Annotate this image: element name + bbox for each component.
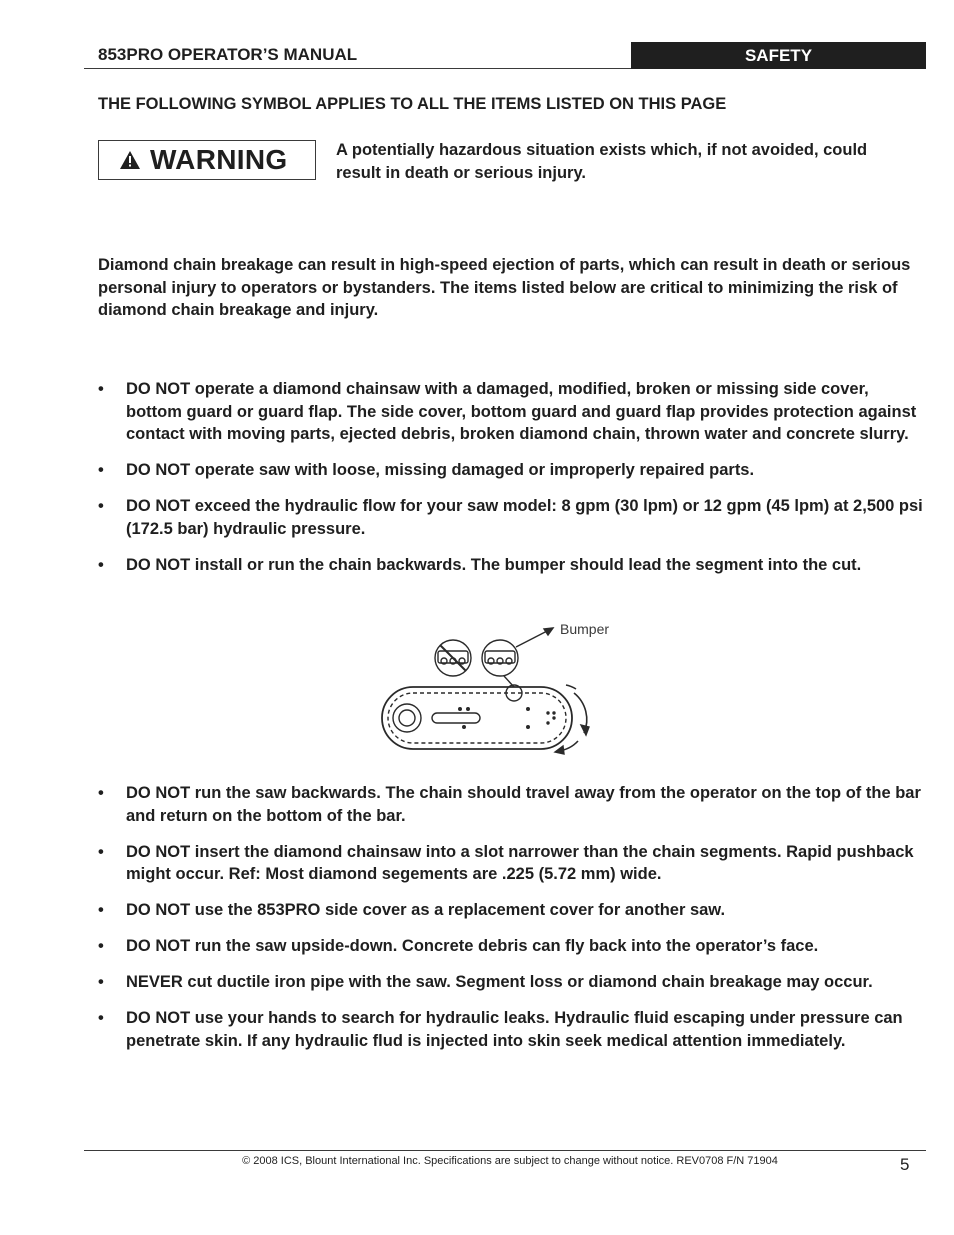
symbol-note: THE FOLLOWING SYMBOL APPLIES TO ALL THE ITEMS LISTED ON THIS PAGE (98, 95, 727, 113)
bullet: • (98, 784, 104, 802)
list-item (98, 971, 926, 994)
section-badge: SAFETY (631, 42, 926, 69)
list-item-text: DO NOT use the 853PRO side cover as a replacement cover for another saw. (126, 901, 726, 919)
warning-label: WARNING (150, 144, 288, 175)
bullet: • (98, 555, 104, 574)
intro-paragraph: Diamond chain breakage can result in high-speed ejection of parts, which can result in death or serious personal injury to operators or bystanders. The items listed below are critical to minimizing the risk of diamond chain breakage and injury. (98, 256, 911, 319)
saw-bar (382, 687, 572, 749)
footer-rule (84, 1150, 926, 1151)
prohibited-chain-icon (435, 640, 471, 676)
bullet: • (98, 1009, 104, 1027)
bullet: • (98, 380, 104, 398)
list-item (98, 378, 926, 446)
manual-title: 853PRO OPERATOR’S MANUAL (98, 45, 358, 64)
warning-triangle-icon (119, 150, 141, 170)
bullet: • (98, 842, 104, 861)
list-item-text: DO NOT run the saw upside-down. Concrete debris can fly back into the operator’s face. (126, 937, 819, 955)
warning-box (98, 140, 316, 180)
list-item-text: DO NOT insert the diamond chainsaw into a slot narrower than the chain segments. Rapid pushback might occur. Ref: Most diamond segements are .225 (5.72 mm) wide. (126, 842, 914, 883)
list-item-text: DO NOT operate saw with loose, missing damaged or improperly repaired parts. (126, 461, 755, 479)
page-number: 5 (900, 1155, 910, 1174)
list-item-text: DO NOT exceed the hydraulic flow for your saw model: 8 gpm (30 lpm) or 12 gpm (45 lpm) at 2,500 psi (172.5 bar) hydraulic pressure. (126, 497, 923, 538)
list-item (98, 782, 926, 827)
list-item (98, 495, 926, 540)
list-item-text: DO NOT install or run the chain backwards. The bumper should lead the segment into the cut. (126, 555, 862, 574)
list-item (98, 899, 926, 922)
footer-copyright: © 2008 ICS, Blount International Inc. Specifications are subject to change without notice. REV0708 F/N 71904 (242, 1155, 778, 1167)
safety-list-top (98, 378, 926, 576)
list-item (98, 935, 926, 958)
bullet: • (98, 973, 104, 991)
warning-description: A potentially hazardous situation exists which, if not avoided, could result in death or serious injury. (336, 141, 868, 182)
list-item-text: DO NOT run the saw backwards. The chain should travel away from the operator on the top of the bar and return on the bottom of the bar. (126, 784, 921, 825)
list-item-text: NEVER cut ductile iron pipe with the saw. Segment loss or diamond chain breakage may occur. (126, 973, 873, 991)
list-item (98, 459, 926, 482)
bullet: • (98, 937, 104, 955)
bullet: • (98, 497, 104, 515)
correct-chain-icon (482, 640, 518, 676)
list-item (98, 1007, 926, 1052)
list-item (98, 841, 926, 886)
bumper-label: Bumper (560, 621, 610, 637)
list-item-text: DO NOT operate a diamond chainsaw with a damaged, modified, broken or missing side cover, bottom guard or guard flap. The side cover, bottom guard and guard flap provides protection against contact with moving parts, ejected debris, broken diamond chain, thrown water and concrete slurry. (126, 380, 917, 443)
bullet: • (98, 901, 104, 919)
header-rule (84, 68, 632, 69)
list-item-text: DO NOT use your hands to search for hydraulic leaks. Hydraulic fluid escaping under pressure can penetrate skin. If any hydraulic flud is injected into skin seek medical attention immediately. (126, 1009, 903, 1050)
safety-list-bottom (98, 782, 926, 1052)
bullet: • (98, 461, 104, 479)
list-item (98, 554, 926, 577)
